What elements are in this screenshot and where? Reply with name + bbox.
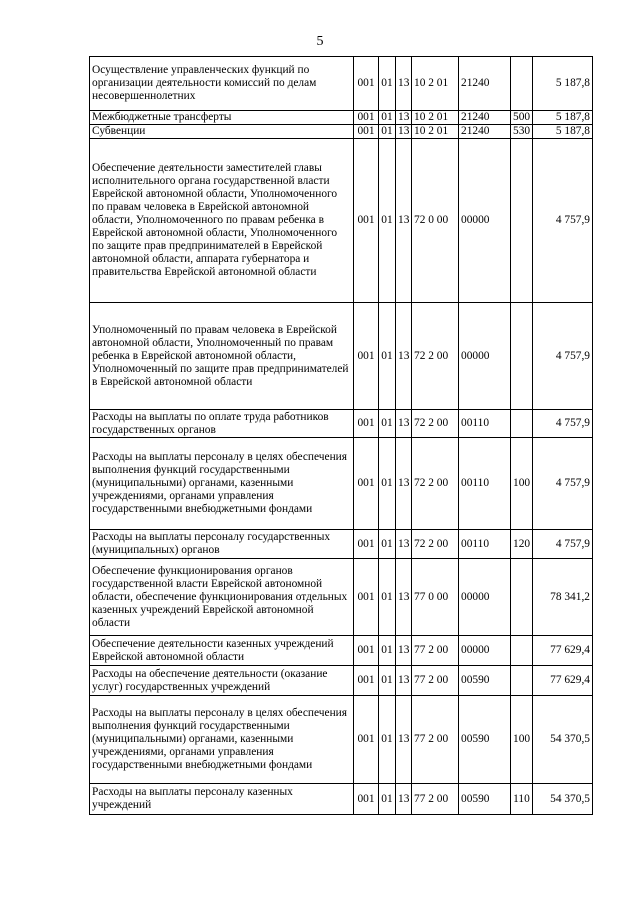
subsection-code: 13 (396, 438, 412, 530)
ministry-code: 001 (354, 530, 379, 559)
ministry-code: 001 (354, 559, 379, 636)
row-description: Расходы на выплаты персоналу в целях обеспечения выполнения функций государственными (муниципальными) органами, казенными учреждениями, органами управления государственными внебюджетными фондами (90, 438, 354, 530)
amount: 5 187,8 (533, 125, 593, 139)
expense-type-code: 110 (511, 784, 533, 815)
section-code: 01 (379, 139, 396, 303)
section-code: 01 (379, 111, 396, 125)
expenditure-code: 00110 (459, 410, 511, 438)
budget-table (89, 56, 593, 815)
expenditure-code: 21240 (459, 111, 511, 125)
amount: 4 757,9 (533, 303, 593, 410)
subsection-code: 13 (396, 410, 412, 438)
table-row (90, 139, 593, 303)
program-code: 72 2 00 (412, 438, 459, 530)
ministry-code: 001 (354, 111, 379, 125)
program-code: 72 2 00 (412, 410, 459, 438)
amount: 78 341,2 (533, 559, 593, 636)
row-description: Расходы на обеспечение деятельности (оказание услуг) государственных учреждений (90, 666, 354, 696)
amount: 5 187,8 (533, 111, 593, 125)
expenditure-code: 00110 (459, 530, 511, 559)
ministry-code: 001 (354, 410, 379, 438)
expense-type-code (511, 410, 533, 438)
row-description: Расходы на выплаты персоналу в целях обеспечения выполнения функций государственными (муниципальными) органами, казенными учреждениями, органами управления государственными внебюджетными фондами (90, 696, 354, 784)
ministry-code: 001 (354, 666, 379, 696)
expense-type-code (511, 559, 533, 636)
section-code: 01 (379, 559, 396, 636)
section-code: 01 (379, 303, 396, 410)
section-code: 01 (379, 438, 396, 530)
subsection-code: 13 (396, 559, 412, 636)
section-code: 01 (379, 636, 396, 666)
expenditure-code: 00000 (459, 559, 511, 636)
expense-type-code: 120 (511, 530, 533, 559)
page-number: 5 (316, 34, 324, 49)
section-code: 01 (379, 784, 396, 815)
expense-type-code: 500 (511, 111, 533, 125)
program-code: 10 2 01 (412, 111, 459, 125)
subsection-code: 13 (396, 57, 412, 111)
ministry-code: 001 (354, 139, 379, 303)
ministry-code: 001 (354, 303, 379, 410)
subsection-code: 13 (396, 636, 412, 666)
expenditure-code: 21240 (459, 57, 511, 111)
table-row (90, 636, 593, 666)
ministry-code: 001 (354, 438, 379, 530)
expenditure-code: 21240 (459, 125, 511, 139)
table-row (90, 410, 593, 438)
program-code: 77 0 00 (412, 559, 459, 636)
subsection-code: 13 (396, 784, 412, 815)
program-code: 77 2 00 (412, 696, 459, 784)
amount: 4 757,9 (533, 438, 593, 530)
row-description: Межбюджетные трансферты (90, 111, 354, 125)
program-code: 72 2 00 (412, 303, 459, 410)
section-code: 01 (379, 125, 396, 139)
table-row (90, 530, 593, 559)
program-code: 77 2 00 (412, 784, 459, 815)
ministry-code: 001 (354, 636, 379, 666)
program-code: 77 2 00 (412, 666, 459, 696)
row-description: Обеспечение деятельности казенных учреждений Еврейской автономной области (90, 636, 354, 666)
table-row (90, 559, 593, 636)
row-description: Уполномоченный по правам человека в Еврейской автономной области, Уполномоченный по правам ребенка в Еврейской автономной области, Уполномоченный по защите прав предпринимателей в Еврейской автономной области (90, 303, 354, 410)
subsection-code: 13 (396, 696, 412, 784)
row-description: Расходы на выплаты по оплате труда работников государственных органов (90, 410, 354, 438)
table-row (90, 696, 593, 784)
expenditure-code: 00110 (459, 438, 511, 530)
program-code: 10 2 01 (412, 125, 459, 139)
expense-type-code: 100 (511, 438, 533, 530)
subsection-code: 13 (396, 530, 412, 559)
program-code: 72 2 00 (412, 530, 459, 559)
row-description: Обеспечение деятельности заместителей главы исполнительного органа государственной власти Еврейской автономной области, Уполномоченного по правам человека в Еврейской автономной области, Уполномоченного по правам ребенка в Еврейской автономной области, Уполномоченного по защите прав предпринимателей в Еврейской автономной области, аппарата губернатора и правительства Еврейской автономной области (90, 139, 354, 303)
amount: 5 187,8 (533, 57, 593, 111)
subsection-code: 13 (396, 111, 412, 125)
expenditure-code: 00000 (459, 139, 511, 303)
ministry-code: 001 (354, 784, 379, 815)
section-code: 01 (379, 410, 396, 438)
ministry-code: 001 (354, 57, 379, 111)
table-row (90, 125, 593, 139)
row-description: Расходы на выплаты персоналу казенных учреждений (90, 784, 354, 815)
amount: 77 629,4 (533, 666, 593, 696)
row-description: Осуществление управленческих функций по организации деятельности комиссий по делам несовершеннолетних (90, 57, 354, 111)
amount: 4 757,9 (533, 139, 593, 303)
table-row (90, 666, 593, 696)
row-description: Обеспечение функционирования органов государственной власти Еврейской автономной области, обеспечение функционирования отдельных казенных учреждений Еврейской автономной области (90, 559, 354, 636)
expense-type-code (511, 666, 533, 696)
table-row (90, 784, 593, 815)
program-code: 72 0 00 (412, 139, 459, 303)
expenditure-code: 00590 (459, 666, 511, 696)
subsection-code: 13 (396, 303, 412, 410)
table-row (90, 111, 593, 125)
table-row (90, 57, 593, 111)
section-code: 01 (379, 666, 396, 696)
expenditure-code: 00000 (459, 636, 511, 666)
expense-type-code (511, 303, 533, 410)
amount: 4 757,9 (533, 410, 593, 438)
amount: 54 370,5 (533, 784, 593, 815)
ministry-code: 001 (354, 125, 379, 139)
program-code: 10 2 01 (412, 57, 459, 111)
expense-type-code (511, 139, 533, 303)
ministry-code: 001 (354, 696, 379, 784)
section-code: 01 (379, 696, 396, 784)
amount: 54 370,5 (533, 696, 593, 784)
budget-table-body (90, 57, 593, 815)
amount: 4 757,9 (533, 530, 593, 559)
row-description: Субвенции (90, 125, 354, 139)
table-row (90, 303, 593, 410)
expense-type-code (511, 57, 533, 111)
expense-type-code: 530 (511, 125, 533, 139)
expenditure-code: 00590 (459, 784, 511, 815)
table-row (90, 438, 593, 530)
section-code: 01 (379, 530, 396, 559)
amount: 77 629,4 (533, 636, 593, 666)
expenditure-code: 00590 (459, 696, 511, 784)
section-code: 01 (379, 57, 396, 111)
subsection-code: 13 (396, 125, 412, 139)
subsection-code: 13 (396, 666, 412, 696)
expenditure-code: 00000 (459, 303, 511, 410)
row-description: Расходы на выплаты персоналу государственных (муниципальных) органов (90, 530, 354, 559)
expense-type-code (511, 636, 533, 666)
subsection-code: 13 (396, 139, 412, 303)
program-code: 77 2 00 (412, 636, 459, 666)
expense-type-code: 100 (511, 696, 533, 784)
